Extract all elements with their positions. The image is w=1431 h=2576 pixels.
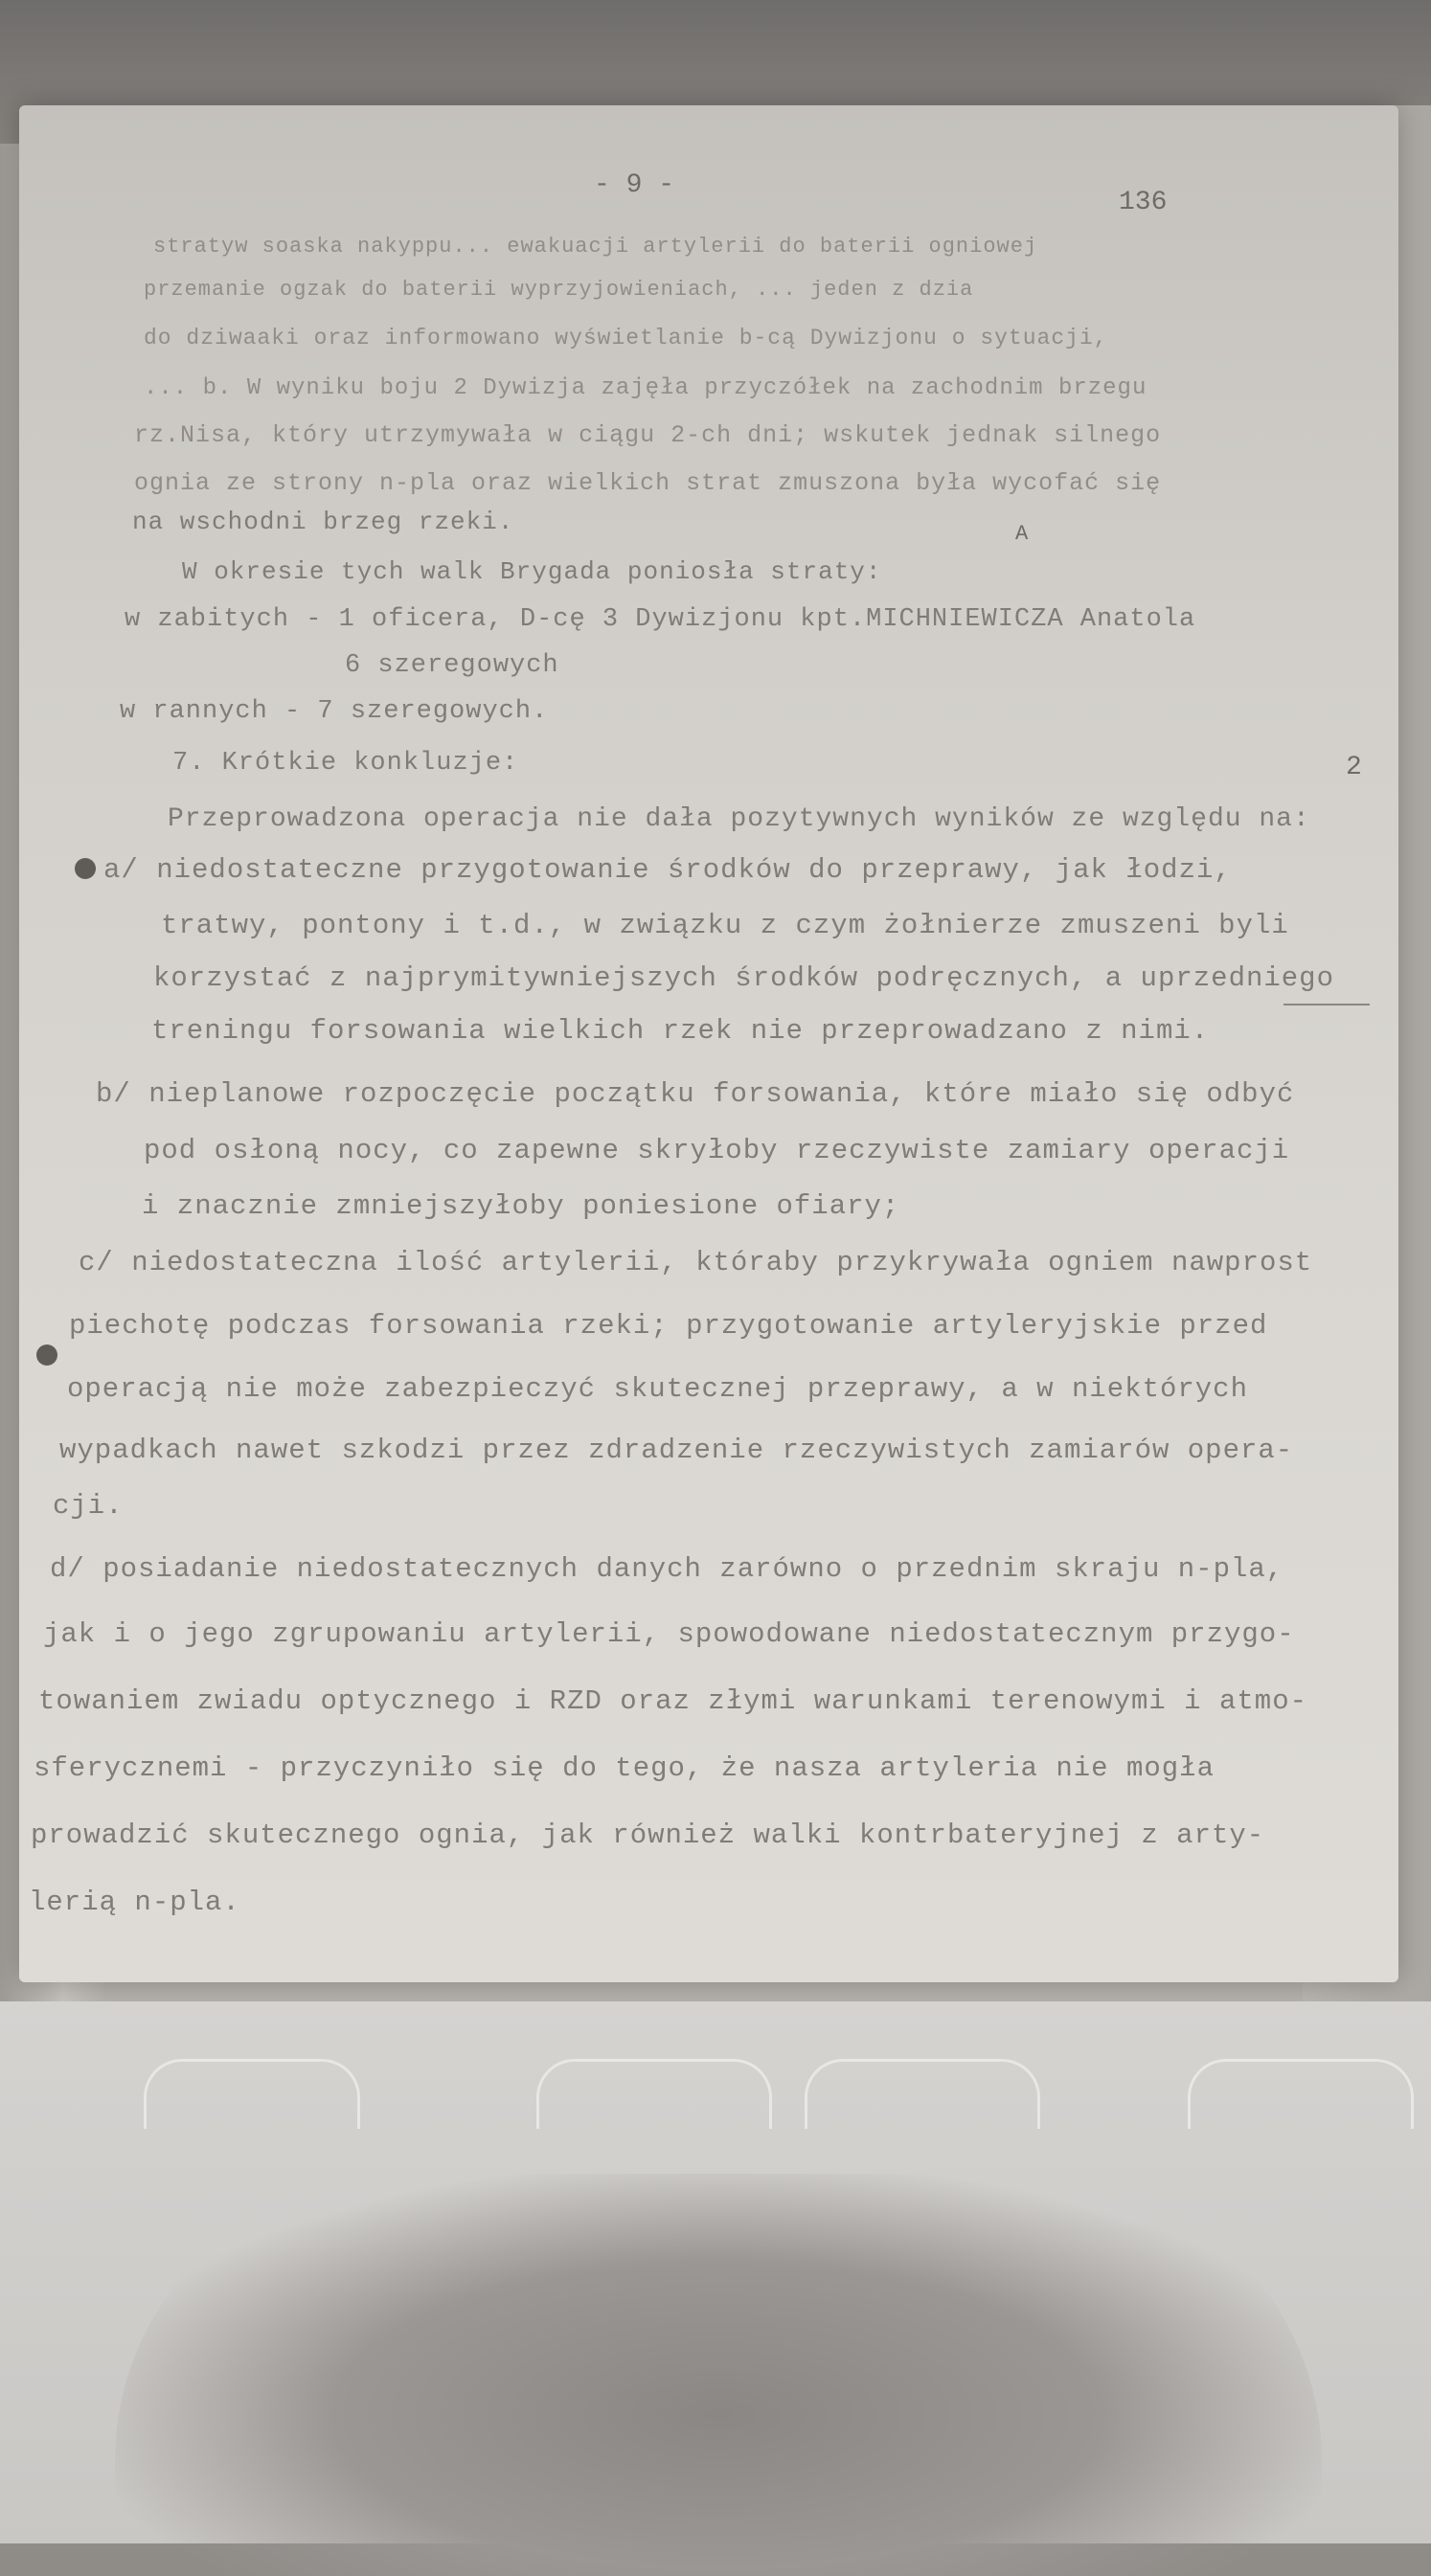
text-line: towaniem zwiadu optycznego i RZD oraz złymi warunkami terenowymi i atmo-	[38, 1685, 1308, 1717]
punch-hole	[75, 858, 96, 879]
list-item: a/ niedostateczne przygotowanie środków do przeprawy, jak łodzi,	[103, 854, 1232, 886]
text-line: stratyw soaska nakyppu... ewakuacji artylerii do baterii ogniowej	[153, 235, 1038, 259]
page-number: - 9 -	[594, 170, 675, 200]
pen-mark	[1283, 1004, 1370, 1006]
text-line: jak i o jego zgrupowaniu artylerii, spowodowane niedostatecznym przygo-	[43, 1618, 1295, 1650]
hand-shadow	[115, 2174, 1322, 2576]
margin-mark-bottom: A	[1015, 522, 1029, 546]
text-line: prowadzić skutecznego ognia, jak również walki kontrbateryjnej z arty-	[31, 1819, 1265, 1851]
text-line: do dziwaaki oraz informowano wyświetlanie b-cą Dywizjonu o sytuacji,	[144, 326, 1108, 350]
punch-hole	[36, 1344, 57, 1366]
text-line: w rannych - 7 szeregowych.	[120, 697, 549, 726]
text-line: treningu forsowania wielkich rzek nie przeprowadzano z nimi.	[151, 1015, 1210, 1047]
text-line: operacją nie może zabezpieczyć skutecznej przeprawy, a w niektórych	[67, 1373, 1248, 1405]
text-line: i znacznie zmniejszyłoby poniesione ofiary;	[142, 1190, 900, 1222]
text-line: sferycznemi - przyczyniło się do tego, że nasza artyleria nie mogła	[34, 1752, 1215, 1784]
text-line: przemanie ogzak do baterii wyprzyjowieniach, ... jeden z dzia	[144, 278, 974, 302]
frame-tab	[144, 2059, 360, 2129]
list-item: b/ nieplanowe rozpoczęcie początku forsowania, które miało się odbyć	[96, 1078, 1295, 1110]
text-line: na wschodni brzeg rzeki.	[132, 508, 514, 536]
text-line: 6 szeregowych	[345, 651, 559, 680]
text-line: lerią n-pla.	[29, 1887, 240, 1918]
text-line: ognia ze strony n-pla oraz wielkich strat zmuszona była wycofać się	[134, 469, 1162, 497]
list-item: d/ posiadanie niedostatecznych danych zarówno o przednim skraju n-pla,	[50, 1553, 1284, 1585]
section-heading: 7. Krótkie konkluzje:	[172, 749, 519, 778]
corner-number: 136	[1119, 188, 1168, 217]
text-line: w zabitych - 1 oficera, D-cę 3 Dywizjonu kpt.MICHNIEWICZA Anatola	[125, 605, 1196, 634]
frame-tab	[805, 2059, 1040, 2129]
text-line: cji.	[53, 1490, 124, 1522]
text-line: Przeprowadzona operacja nie dała pozytywnych wyników ze względu na:	[168, 804, 1310, 834]
text-line: pod osłoną nocy, co zapewne skryłoby rzeczywiste zamiary operacji	[144, 1135, 1290, 1166]
text-line: piechotę podczas forsowania rzeki; przygotowanie artyleryjskie przed	[69, 1310, 1268, 1342]
text-line: tratwy, pontony i t.d., w związku z czym żołnierze zmuszeni byli	[161, 910, 1289, 941]
text-line: korzystać z najprymitywniejszych środków podręcznych, a uprzedniego	[153, 962, 1334, 994]
text-line: rz.Nisa, który utrzymywała w ciągu 2-ch dni; wskutek jednak silnego	[134, 421, 1162, 449]
list-item: c/ niedostateczna ilość artylerii, któraby przykrywała ogniem nawprost	[79, 1247, 1313, 1278]
margin-mark: 2	[1346, 753, 1362, 782]
frame-tab	[536, 2059, 772, 2129]
text-line: ... b. W wyniku boju 2 Dywizja zajęła przyczółek na zachodnim brzegu	[144, 375, 1147, 401]
text-line: wypadkach nawet szkodzi przez zdradzenie rzeczywistych zamiarów opera-	[59, 1435, 1294, 1466]
frame-tab	[1188, 2059, 1414, 2129]
text-line: W okresie tych walk Brygada poniosła straty:	[182, 557, 882, 586]
